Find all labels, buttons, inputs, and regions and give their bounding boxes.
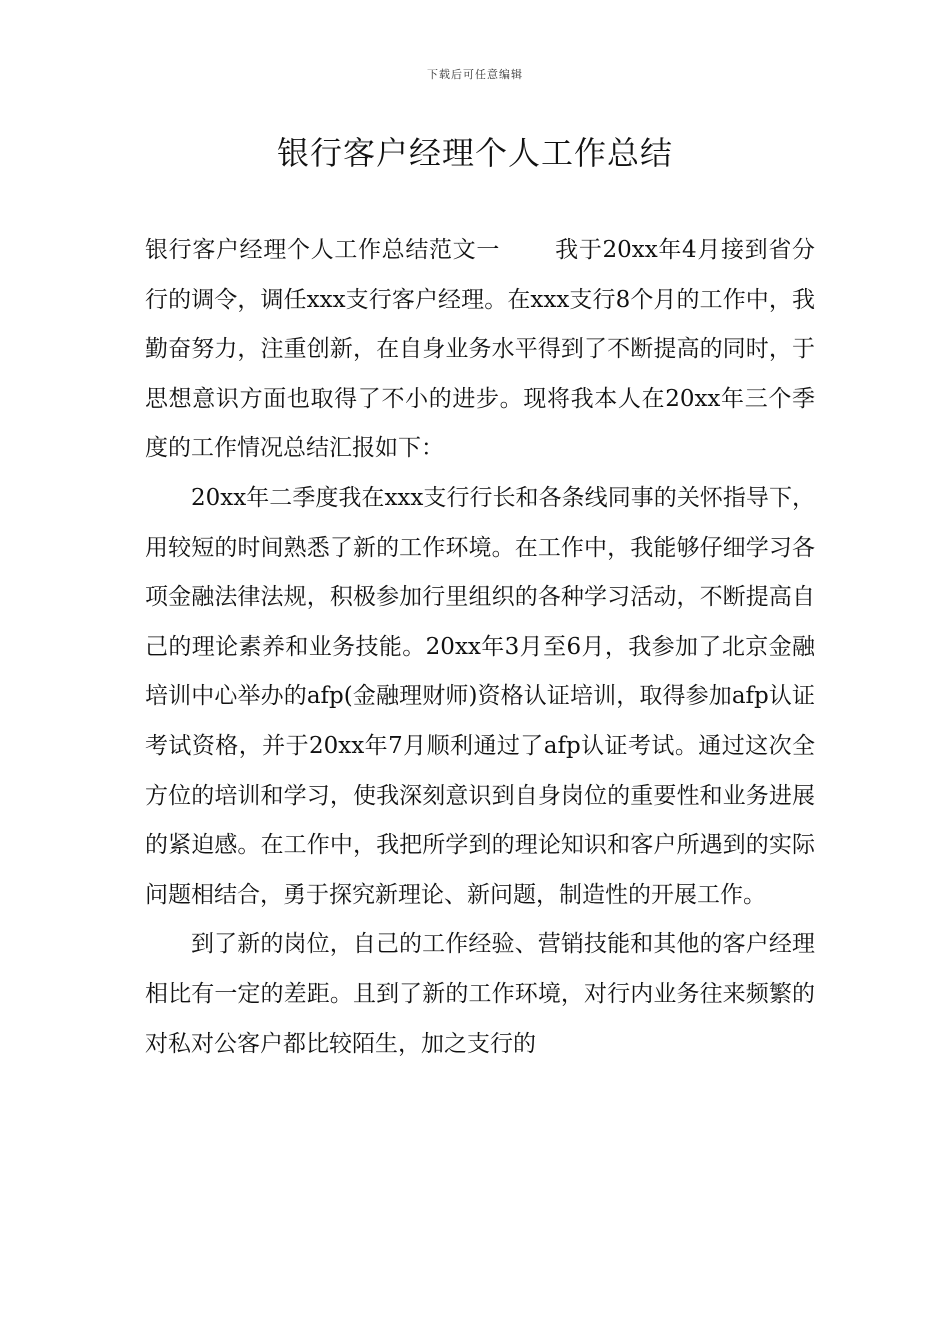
paragraph-new-position: 到了新的岗位，自己的工作经验、营销技能和其他的客户经理相比有一定的差距。且到了新的工作环境，对行内业务往来频繁的对私对公客户都比较陌生，加之支行的 bbox=[145, 931, 815, 1057]
paragraph-q2-work: 20xx年二季度我在xxx支行行长和各条线同事的关怀指导下，用较短的时间熟悉了新的工作环境。在工作中，我能够仔细学习各项金融法律法规，积极参加行里组织的各种学习活动，不断提高自己的理论素养和业务技能。20xx年3月至6月，我参加了北京金融培训中心举办的afp(金融理财师)资格认证培训，取得参加afp认证考试资格，并于20xx年7月顺利通过了afp认证考试。通过这次全方位的培训和学习，使我深刻意识到自身岗位的重要性和业务进展的紧迫感。在工作中，我把所学到的理论知识和客户所遇到的实际问题相结合，勇于探究新理论、新问题，制造性的开展工作。 bbox=[145, 484, 815, 908]
paragraph-text: 我于20xx年4月接到省分行的调令，调任xxx支行客户经理。在xxx支行8个月的工作中，我勤奋努力，注重创新，在自身业务水平得到了不断提高的同时，于思想意识方面也取得了不小的进步。现将我本人在20xx年三个季度的工作情况总结汇报如下： bbox=[145, 237, 816, 462]
document-body bbox=[145, 226, 815, 1069]
document-title: 银行客户经理个人工作总结 bbox=[276, 134, 673, 172]
intro-label: 银行客户经理个人工作总结范文一 bbox=[145, 237, 500, 263]
paragraph-intro bbox=[145, 226, 815, 474]
header-note: 下载后可任意编辑 bbox=[427, 68, 523, 81]
